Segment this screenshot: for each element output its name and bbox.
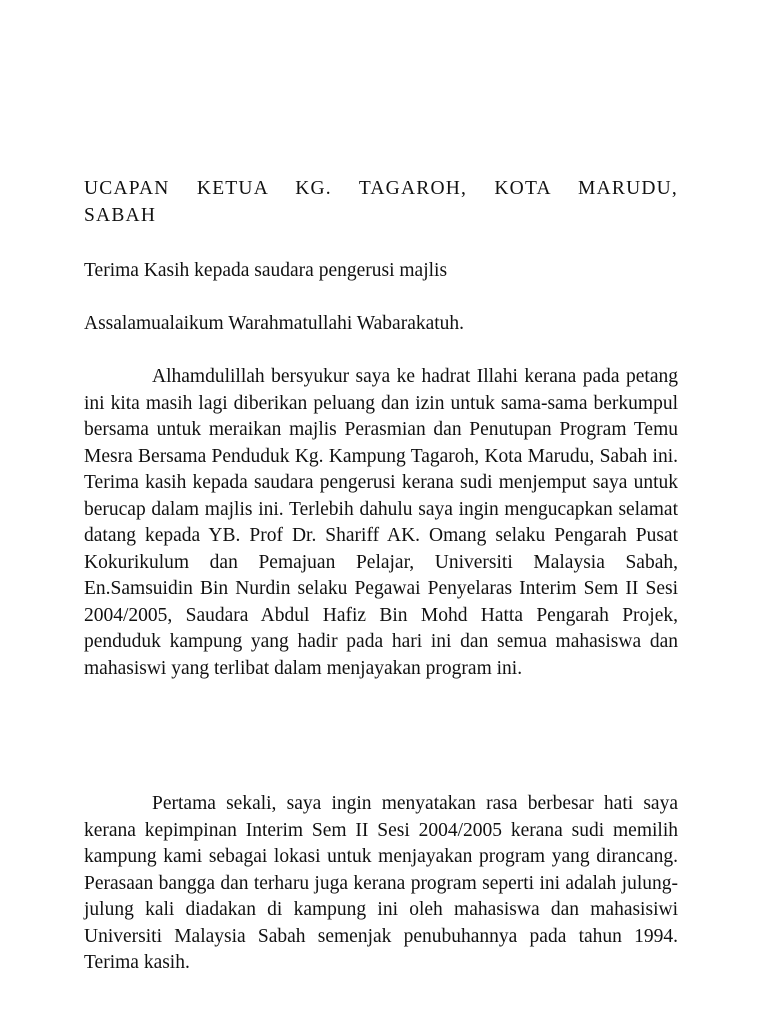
document-page	[84, 0, 678, 1024]
salutation-line: Assalamualaikum Warahmatullahi Wabarakatuh.	[84, 313, 465, 334]
paragraph-1: Alhamdulillah bersyukur saya ke hadrat Illahi kerana pada petang ini kita masih lagi diberikan peluang dan izin untuk sama-sama berkumpul bersama untuk meraikan majlis Perasmian dan Penutupan Program Temu Mesra Bersama Penduduk Kg. Kampung Tagaroh, Kota Marudu, Sabah ini. Terima kasih kepada saudara pengerusi kerana sudi menjemput saya untuk berucap dalam majlis ini. Terlebih dahulu saya ingin mengucapkan selamat datang kepada YB. Prof Dr. Shariff AK. Omang selaku Pengarah Pusat Kokurikulum dan Pemajuan Pelajar, Universiti Malaysia Sabah, En.Samsuidin Bin Nurdin selaku Pegawai Penyelaras Interim Sem II Sesi 2004/2005, Saudara Abdul Hafiz Bin Mohd Hatta Pengarah Projek, penduduk kampung yang hadir pada hari ini dan semua mahasiswa dan mahasiswi yang terlibat dalam menjayakan program ini.	[84, 366, 678, 679]
greeting-line: Terima Kasih kepada saudara pengerusi majlis	[84, 260, 448, 281]
document-title: UCAPAN KETUA KG. TAGAROH, KOTA MARUDU, SABAH	[84, 178, 678, 226]
paragraph-2: Pertama sekali, saya ingin menyatakan rasa berbesar hati saya kerana kepimpinan Interim Sem II Sesi 2004/2005 kerana sudi memilih kampung kami sebagai lokasi untuk menjayakan program yang dirancang. Perasaan bangga dan terharu juga kerana program seperti ini adalah julung-julung kali diadakan di kampung ini oleh mahasiswa dan mahasisiwi Universiti Malaysia Sabah semenjak penubuhannya pada tahun 1994. Terima kasih.	[84, 793, 678, 973]
